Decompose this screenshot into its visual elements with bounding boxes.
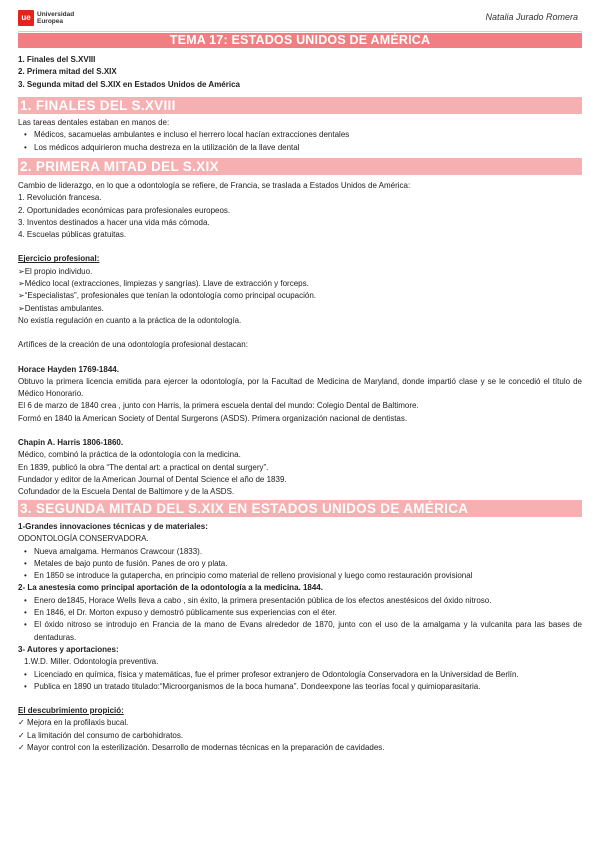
logo-mark: ue [18,10,34,26]
hayden-title: Horace Hayden 1769-1844. [18,364,119,374]
harris-line: Cofundador de la Escuela Dental de Baltimore y de la ASDS. [18,487,235,497]
harris-line: Médico, combinó la práctica de la odontología con la medicina. [18,450,241,460]
university-logo [18,10,74,26]
s1-intro: Las tareas dentales estaban en manos de: [18,118,170,127]
list-item: ➢Dentistas ambulantes. [18,303,104,313]
list-item: • Publica en 1890 un tratado titulado:“Microorganismos de la boca humana”. Dondeexpone las teorías focal y quimioparasitaria. [34,681,582,693]
table-of-contents [18,54,582,91]
list-item: ✓ Mejora en la profilaxis bucal. [18,717,582,729]
section-heading-2: 2. PRIMERA MITAD DEL S.XIX [18,158,582,175]
list-item: ➢El propio individuo. [18,266,93,276]
check-icon: ✓ [18,718,25,728]
list-item: • En 1846, el Dr. Morton expuso y demostró públicamente sus experiencias con el éter. [34,607,582,619]
list-item: 2. Oportunidades económicas para profesionales europeos. [18,205,231,215]
logo-line2: Europea [37,18,64,25]
list-item: ➢Médico local (extracciones, limpiezas y sangrías). Llave de extracción y forceps. [18,279,309,289]
list-item: • El óxido nitroso se introdujo en Francia de la mano de Evans alrededor de 1870, junto con el uso de la amalgama y la vulcanita para las bases de dentaduras. [34,619,582,644]
harris-title: Chapin A. Harris 1806-1860. [18,438,124,448]
author-name: Natalia Jurado Romera [485,12,578,22]
list-item: • En 1850 se introduce la gutapercha, en principio como material de relleno provisional y luego como restauración provisional [34,570,582,582]
list-item: • Nueva amalgama. Hermanos Crawcour (1833). [34,546,582,558]
page-title: TEMA 17: ESTADOS UNIDOS DE AMÉRICA [18,33,582,48]
page-header [18,8,582,30]
hayden-line: El 6 de marzo de 1840 crea , junto con Harris, la primera escuela dental del mundo: Colegio Dental de Baltimore. [18,401,419,411]
p1-sub: ODONTOLOGÍA CONSERVADORA. [18,534,149,544]
list-item: 3. Inventos destinados a hacer una vida más cómoda. [18,217,210,227]
toc-item: 1. Finales del S.XVIII [18,55,96,64]
ejercicio-title: Ejercicio profesional: [18,254,100,264]
no-regulacion: No existía regulación en cuanto a la práctica de la odontología. [18,315,242,325]
list-item: 1. Revolución francesa. [18,193,102,203]
s2-intro: Cambio de liderazgo, en lo que a odontología se refiere, de Francia, se traslada a Estados Unidos de América: [18,181,411,190]
section-1-body [18,117,582,154]
hayden-line: Formó en 1840 la American Society of Dental Surgerons (ASDS). Primera organización nacional de dentistas. [18,413,408,423]
list-item: • Metales de bajo punto de fusión. Panes de oro y plata. [34,558,582,570]
harris-line: Fundador y editor de la American Journal of Dental Science el año de 1839. [18,474,287,484]
p2-title: 2- La anestesia como principal aportación de la odontología a la medicina. 1844. [18,583,323,593]
section-3-body [18,521,582,754]
list-item: • Enero de1845, Horace Wells lleva a cabo , sin éxito, la primera presentación pública de los efectos anestésicos del óxido nitroso. [34,595,582,607]
section-heading-3: 3. SEGUNDA MITAD DEL S.XIX EN ESTADOS UNIDOS DE AMÉRICA [18,500,582,517]
list-item: • Los médicos adquirieron mucha destreza en la utilización de la llave dental [34,142,582,154]
list-item: ➢“Especialistas”, profesionales que tenían la odontología como principal ocupación. [18,291,316,301]
artifices: Artífices de la creación de una odontología profesional destacan: [18,340,248,350]
logo-line1: Universidad [37,11,75,18]
header-divider [18,31,582,32]
toc-item: 3. Segunda mitad del S.XIX en Estados Unidos de América [18,79,240,89]
list-item: ✓ La limitación del consumo de carbohidratos. [18,730,582,742]
list-item: ✓ Mayor control con la esterilización. Desarrollo de modernas técnicas en la preparación de cavidades. [18,742,582,754]
p1-title: 1-Grandes innovaciones técnicas y de materiales: [18,522,208,531]
hayden-line: Obtuvo la primera licencia emitida para ejercer la odontología, por la Facultad de Medicina de Maryland, donde impartió clase y se le concedió el título de Médico Honorario. [18,376,582,399]
list-item: 4. Escuelas públicas gratuitas. [18,230,127,240]
section-2-body [18,180,582,499]
harris-line: En 1839, publicó la obra “The dental art: a practical on dental surgery”. [18,462,269,472]
toc-item: 2. Primera mitad del S.XIX [18,67,117,77]
check-icon: ✓ [18,743,25,753]
list-item: • Médicos, sacamuelas ambulantes e incluso el herrero local hacían extracciones dentales [34,129,582,141]
p3-title: 3- Autores y aportaciones: [18,644,119,654]
p3-sub: 1.W.D. Miller. Odontología preventiva. [24,657,159,667]
check-icon: ✓ [18,730,25,740]
desc-title: El descubrimiento propició: [18,706,124,716]
section-heading-1: 1. FINALES DEL S.XVIII [18,97,582,114]
list-item: • Licenciado en química, física y matemáticas, fue el primer profesor extranjero de Odontología Conservadora en la Universidad de Berlín. [34,669,582,681]
